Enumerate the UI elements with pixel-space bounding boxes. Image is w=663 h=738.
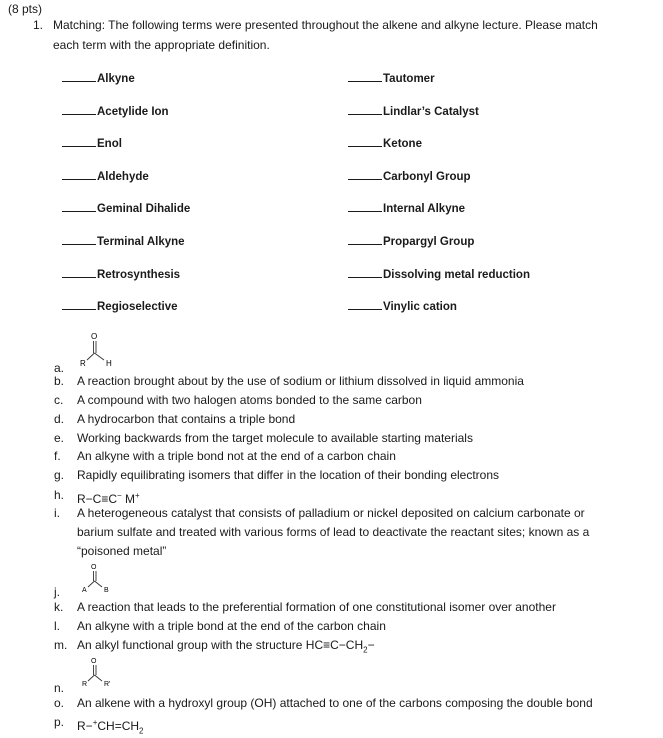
term-label: Retrosynthesis bbox=[97, 269, 181, 281]
term-label: Propargyl Group bbox=[383, 236, 475, 248]
carbonyl-structure bbox=[78, 562, 128, 596]
term-label: Alkyne bbox=[97, 73, 135, 85]
term-right-row[interactable] bbox=[348, 169, 471, 184]
definition-letter-h: h. bbox=[54, 488, 65, 502]
definition-letter-a: a. bbox=[54, 361, 65, 375]
term-left-row[interactable] bbox=[62, 104, 169, 119]
term-left-row[interactable] bbox=[62, 299, 178, 314]
definition-letter-d: d. bbox=[54, 412, 65, 426]
definition-f: An alkyne with a triple bond not at the end of a carbon chain bbox=[77, 449, 396, 463]
b-group-label: B bbox=[104, 587, 109, 594]
definition-letter-f: f. bbox=[54, 449, 61, 463]
definition-d: A hydrocarbon that contains a triple bond bbox=[77, 412, 296, 426]
r-group-label: R bbox=[82, 681, 88, 688]
definition-letter-e: e. bbox=[54, 431, 65, 445]
definition-i-line2: barium sulfate and treated with various forms of lead to deactivate the reactant sites; known as a bbox=[77, 525, 590, 539]
definition-b: A reaction brought about by the use of sodium or lithium dissolved in liquid ammonia bbox=[77, 374, 524, 388]
oxygen-label: O bbox=[91, 658, 97, 665]
definition-o: An alkene with a hydroxyl group (OH) attached to one of the carbons composing the double bond bbox=[77, 696, 593, 710]
definition-letter-j: j. bbox=[54, 585, 60, 599]
definition-e: Working backwards from the target molecule to available starting materials bbox=[77, 431, 473, 445]
answer-blank[interactable] bbox=[62, 201, 96, 212]
r-group-label: R bbox=[80, 359, 86, 368]
ketone-structure bbox=[78, 656, 128, 690]
term-label: Aldehyde bbox=[97, 171, 149, 183]
term-right-row[interactable] bbox=[348, 136, 422, 151]
definition-letter-l: l. bbox=[54, 619, 60, 633]
definition-i-line1: A heterogeneous catalyst that consists of palladium or nickel deposited on calcium carbonate or bbox=[77, 506, 585, 520]
definition-letter-g: g. bbox=[54, 468, 65, 482]
question-number: 1. bbox=[33, 18, 44, 32]
definition-letter-i: i. bbox=[54, 506, 60, 520]
answer-blank[interactable] bbox=[348, 136, 382, 147]
term-left-row[interactable] bbox=[62, 169, 149, 184]
term-left-row[interactable] bbox=[62, 234, 185, 249]
term-right-row[interactable] bbox=[348, 267, 530, 282]
term-label: Carbonyl Group bbox=[383, 171, 471, 183]
question-text-line2: each term with the appropriate definition. bbox=[53, 38, 270, 52]
term-right-row[interactable] bbox=[348, 201, 465, 216]
answer-blank[interactable] bbox=[62, 267, 96, 278]
term-label: Dissolving metal reduction bbox=[383, 269, 530, 281]
answer-blank[interactable] bbox=[348, 169, 382, 180]
term-label: Internal Alkyne bbox=[383, 203, 466, 215]
definition-h: R−C≡C− M+ bbox=[77, 491, 140, 506]
answer-blank[interactable] bbox=[62, 71, 96, 82]
term-left-row[interactable] bbox=[62, 267, 180, 282]
definition-letter-b: b. bbox=[54, 374, 65, 388]
answer-blank[interactable] bbox=[348, 201, 382, 212]
points-label: (8 pts) bbox=[8, 2, 43, 16]
definition-letter-m: m. bbox=[54, 638, 68, 652]
aldehyde-structure bbox=[78, 330, 128, 370]
answer-blank[interactable] bbox=[348, 267, 382, 278]
question-text-line1: Matching: The following terms were presented throughout the alkene and alkyne lecture. Please match bbox=[53, 18, 598, 32]
term-label: Regioselective bbox=[97, 301, 178, 313]
definition-letter-o: o. bbox=[54, 696, 65, 710]
definition-letter-p: p. bbox=[54, 715, 65, 729]
term-label: Tautomer bbox=[383, 73, 435, 85]
answer-blank[interactable] bbox=[348, 299, 382, 310]
term-label: Geminal Dihalide bbox=[97, 203, 191, 215]
oxygen-label: O bbox=[91, 332, 98, 341]
term-label: Terminal Alkyne bbox=[97, 236, 185, 248]
definition-p: $R-^+CH=CH_2$ bbox=[77, 718, 144, 736]
a-group-label: A bbox=[82, 587, 87, 594]
definition-m: An alkyl functional group with the structure $HC\equiv C-CH_2-$ bbox=[77, 638, 375, 655]
definition-l: An alkyne with a triple bond at the end of the carbon chain bbox=[77, 619, 386, 633]
term-label: Enol bbox=[97, 138, 122, 150]
term-left-row[interactable] bbox=[62, 71, 135, 86]
answer-blank[interactable] bbox=[348, 104, 382, 115]
definition-letter-k: k. bbox=[54, 600, 64, 614]
definition-k: A reaction that leads to the preferential formation of one constitutional isomer over another bbox=[77, 600, 556, 614]
term-right-row[interactable] bbox=[348, 71, 435, 86]
answer-blank[interactable] bbox=[62, 234, 96, 245]
definition-letter-c: c. bbox=[54, 393, 64, 407]
term-left-row[interactable] bbox=[62, 136, 122, 151]
answer-blank[interactable] bbox=[348, 234, 382, 245]
answer-blank[interactable] bbox=[348, 71, 382, 82]
answer-blank[interactable] bbox=[62, 299, 96, 310]
oxygen-label: O bbox=[91, 564, 97, 571]
r-prime-group-label: R' bbox=[104, 681, 111, 688]
term-label: Acetylide Ion bbox=[97, 106, 169, 118]
term-right-row[interactable] bbox=[348, 234, 474, 249]
term-label: Vinylic cation bbox=[383, 301, 457, 313]
answer-blank[interactable] bbox=[62, 136, 96, 147]
definition-c: A compound with two halogen atoms bonded to the same carbon bbox=[77, 393, 422, 407]
answer-blank[interactable] bbox=[62, 169, 96, 180]
definition-i-line3: “poisoned metal” bbox=[77, 544, 167, 558]
definition-g: Rapidly equilibrating isomers that differ in the location of their bonding electrons bbox=[77, 468, 500, 482]
definition-letter-n: n. bbox=[54, 681, 65, 695]
term-left-row[interactable] bbox=[62, 201, 190, 216]
term-label: Ketone bbox=[383, 138, 422, 150]
term-label: Lindlar’s Catalyst bbox=[383, 106, 479, 118]
hydrogen-label: H bbox=[106, 359, 112, 368]
answer-blank[interactable] bbox=[62, 104, 96, 115]
term-right-row[interactable] bbox=[348, 104, 479, 119]
term-right-row[interactable] bbox=[348, 299, 457, 314]
